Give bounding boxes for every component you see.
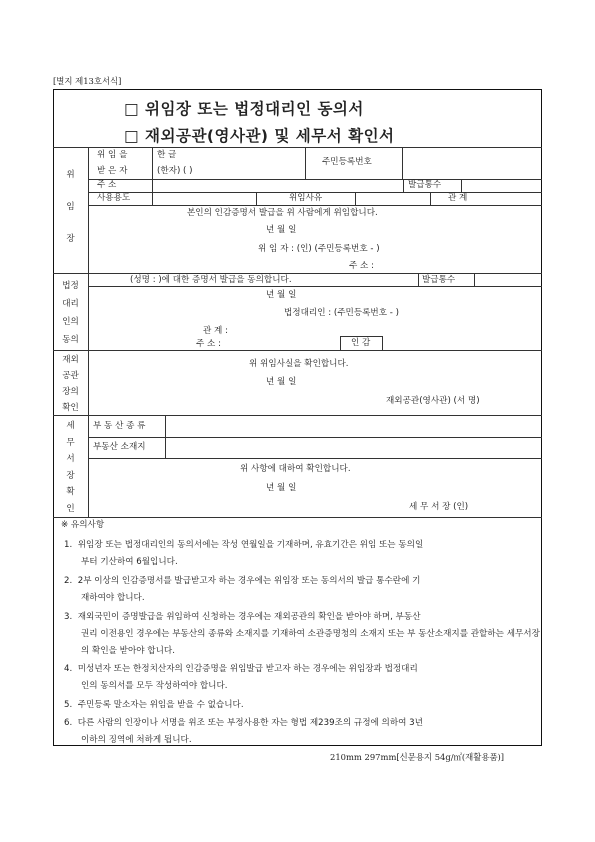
section-label-char: 장	[66, 234, 75, 244]
guardian-issue-count-field[interactable]	[475, 274, 541, 285]
property-type-field[interactable]	[166, 416, 541, 436]
usage-field[interactable]	[153, 193, 255, 204]
section-label-char: 인의	[62, 317, 79, 327]
seal-field[interactable]	[383, 337, 541, 349]
note-text: 재외국민이 증명발급을 위임하여 신청하는 경우에는 재외공관의 확인을 받아야 하며, 부동산	[77, 612, 421, 622]
note-number: 6.	[64, 718, 73, 728]
section-label-char: 임	[66, 202, 75, 212]
property-location-field[interactable]	[166, 438, 541, 457]
property-location-label: 부동산 소재지	[93, 442, 146, 452]
section-label-char: 장	[66, 470, 75, 481]
guardian-relation: 관 계 :	[203, 326, 228, 336]
note-item	[64, 609, 542, 660]
guardian-consent: (성명 : )에 대한 증명서 발급을 동의합니다.	[130, 275, 292, 285]
divider	[53, 350, 542, 351]
section-label-char: 확인	[62, 403, 79, 413]
tax-date: 년 월 일	[266, 483, 297, 493]
note-item	[64, 715, 542, 749]
tax-signer: 세 무 서 장 (인)	[409, 502, 469, 512]
note-text: 권리 이전용인 경우에는 부동산의 종류와 소재지를 기재하여 소관증명청의 소재지 또는 부 동산소재지를 관할하는 세무서장의 확인을 받아야 합니다.	[81, 629, 540, 656]
divider	[430, 192, 431, 205]
note-text: 이하의 징역에 처하게 됩니다.	[81, 735, 192, 745]
divider	[88, 205, 542, 206]
property-type-label: 부 동 산 종 류	[93, 421, 146, 431]
note-text: 위임장 또는 법정대리인의 동의서에는 작성 연월일을 기재하며, 유효기간은 위임 또는 동의일	[77, 540, 424, 550]
divider	[340, 336, 341, 350]
section-label-char: 세	[66, 421, 75, 431]
resident-number-field[interactable]	[403, 148, 541, 178]
resident-number-label: 주민등록번호	[322, 157, 372, 167]
section-label-tax-office	[53, 418, 88, 517]
tax-statement: 위 사항에 대하여 확인합니다.	[240, 464, 351, 474]
paper-spec-footer: 210mm 297mm[신문용지 54g/㎡(재활용품)]	[330, 752, 505, 762]
divider	[88, 286, 542, 287]
issue-count-field[interactable]	[462, 180, 541, 191]
issue-count-label: 발급통수	[408, 180, 442, 190]
usage-label: 사용용도	[97, 193, 131, 203]
section-label-guardian	[53, 277, 88, 349]
section-label-proxy	[53, 168, 88, 247]
note-number: 1.	[64, 540, 73, 550]
section-label-char: 위	[66, 170, 75, 180]
section-label-char: 법정	[62, 281, 79, 291]
note-item	[64, 697, 542, 714]
note-item	[64, 573, 542, 607]
section-label-char: 대리	[62, 299, 79, 309]
hangul-label: 한 글	[157, 150, 177, 160]
divider	[305, 147, 306, 179]
form-title-proxy: □ 위임장 또는 법정대리인 동의서	[124, 100, 364, 118]
divider	[53, 517, 542, 518]
reason-field[interactable]	[356, 193, 429, 204]
note-item	[64, 537, 542, 571]
section-label-char: 동의	[62, 335, 79, 345]
proxy-date: 년 월 일	[266, 225, 297, 235]
divider	[256, 192, 257, 205]
note-item	[64, 661, 542, 695]
note-number: 3.	[64, 612, 73, 622]
note-number: 5.	[64, 700, 73, 710]
divider	[88, 147, 89, 517]
note-text: 재하여야 합니다.	[81, 593, 145, 603]
note-text: 2부 이상의 인감증명서를 발급받고자 하는 경우에는 위임장 또는 동의서의 발급 통수란에 기	[77, 576, 421, 586]
note-text: 미성년자 또는 한정치산자의 인감증명을 위임발급 받고자 하는 경우에는 위임장과 법정대리	[77, 664, 418, 674]
seal-label: 인 감	[351, 338, 371, 348]
delegator-line: 위 임 자 : (인) (주민등록번호 - )	[258, 244, 380, 254]
consulate-statement: 위 위임사실을 확인합니다.	[249, 359, 349, 369]
divider	[88, 458, 542, 459]
guardian-address: 주 소 :	[196, 339, 221, 349]
section-label-char: 서	[66, 454, 75, 464]
guardian-date: 년 월 일	[266, 290, 297, 300]
recipient-label: 위 임 을	[97, 150, 128, 160]
consulate-date: 년 월 일	[266, 377, 297, 387]
relation-label: 관 계	[448, 193, 468, 203]
guardian-agent-line: 법정대리인 : (주민등록번호 - )	[284, 308, 399, 318]
guardian-issue-count-label: 발급통수	[422, 275, 456, 285]
note-number: 2.	[64, 576, 73, 586]
note-number: 4.	[64, 664, 73, 674]
section-label-consulate	[53, 352, 88, 416]
hanja-label: (한자) ( )	[157, 166, 193, 176]
consulate-signer: 재외공관(영사관) (서 명)	[386, 396, 480, 406]
divider	[53, 273, 542, 274]
address-label: 주 소	[97, 180, 117, 190]
form-number: [별지 제13호서식]	[53, 76, 122, 86]
section-label-char: 공관	[62, 371, 79, 381]
divider	[340, 336, 382, 337]
section-label-char: 인	[66, 503, 75, 514]
note-text: 인의 동의서를 모두 작성하여야 합니다.	[81, 681, 228, 691]
address-field[interactable]	[153, 180, 402, 191]
note-text: 다른 사람의 인장이나 서명을 위조 또는 부정사용한 자는 형법 제239조의 규정에 의하여 3년	[77, 718, 423, 728]
reason-label: 위임사유	[289, 193, 323, 203]
notes-heading: ※ 유의사항	[61, 520, 105, 530]
note-text: 부터 기산하여 6월입니다.	[81, 557, 178, 567]
divider	[418, 273, 419, 286]
delegator-address: 주 소 :	[349, 261, 374, 271]
proxy-statement: 본인의 인감증명서 발급을 위 사람에게 위임합니다.	[187, 208, 378, 218]
note-text: 주민등록 말소자는 위임을 받을 수 없습니다.	[77, 700, 244, 710]
section-label-char: 재외	[62, 355, 79, 365]
form-title-confirmation: □ 재외공관(영사관) 및 세무서 확인서	[124, 127, 395, 145]
recipient-label: 받 은 자	[97, 166, 128, 176]
section-label-char: 장의	[62, 387, 79, 397]
section-label-char: 무	[66, 437, 75, 448]
section-label-char: 확	[66, 487, 75, 497]
divider	[403, 179, 404, 192]
